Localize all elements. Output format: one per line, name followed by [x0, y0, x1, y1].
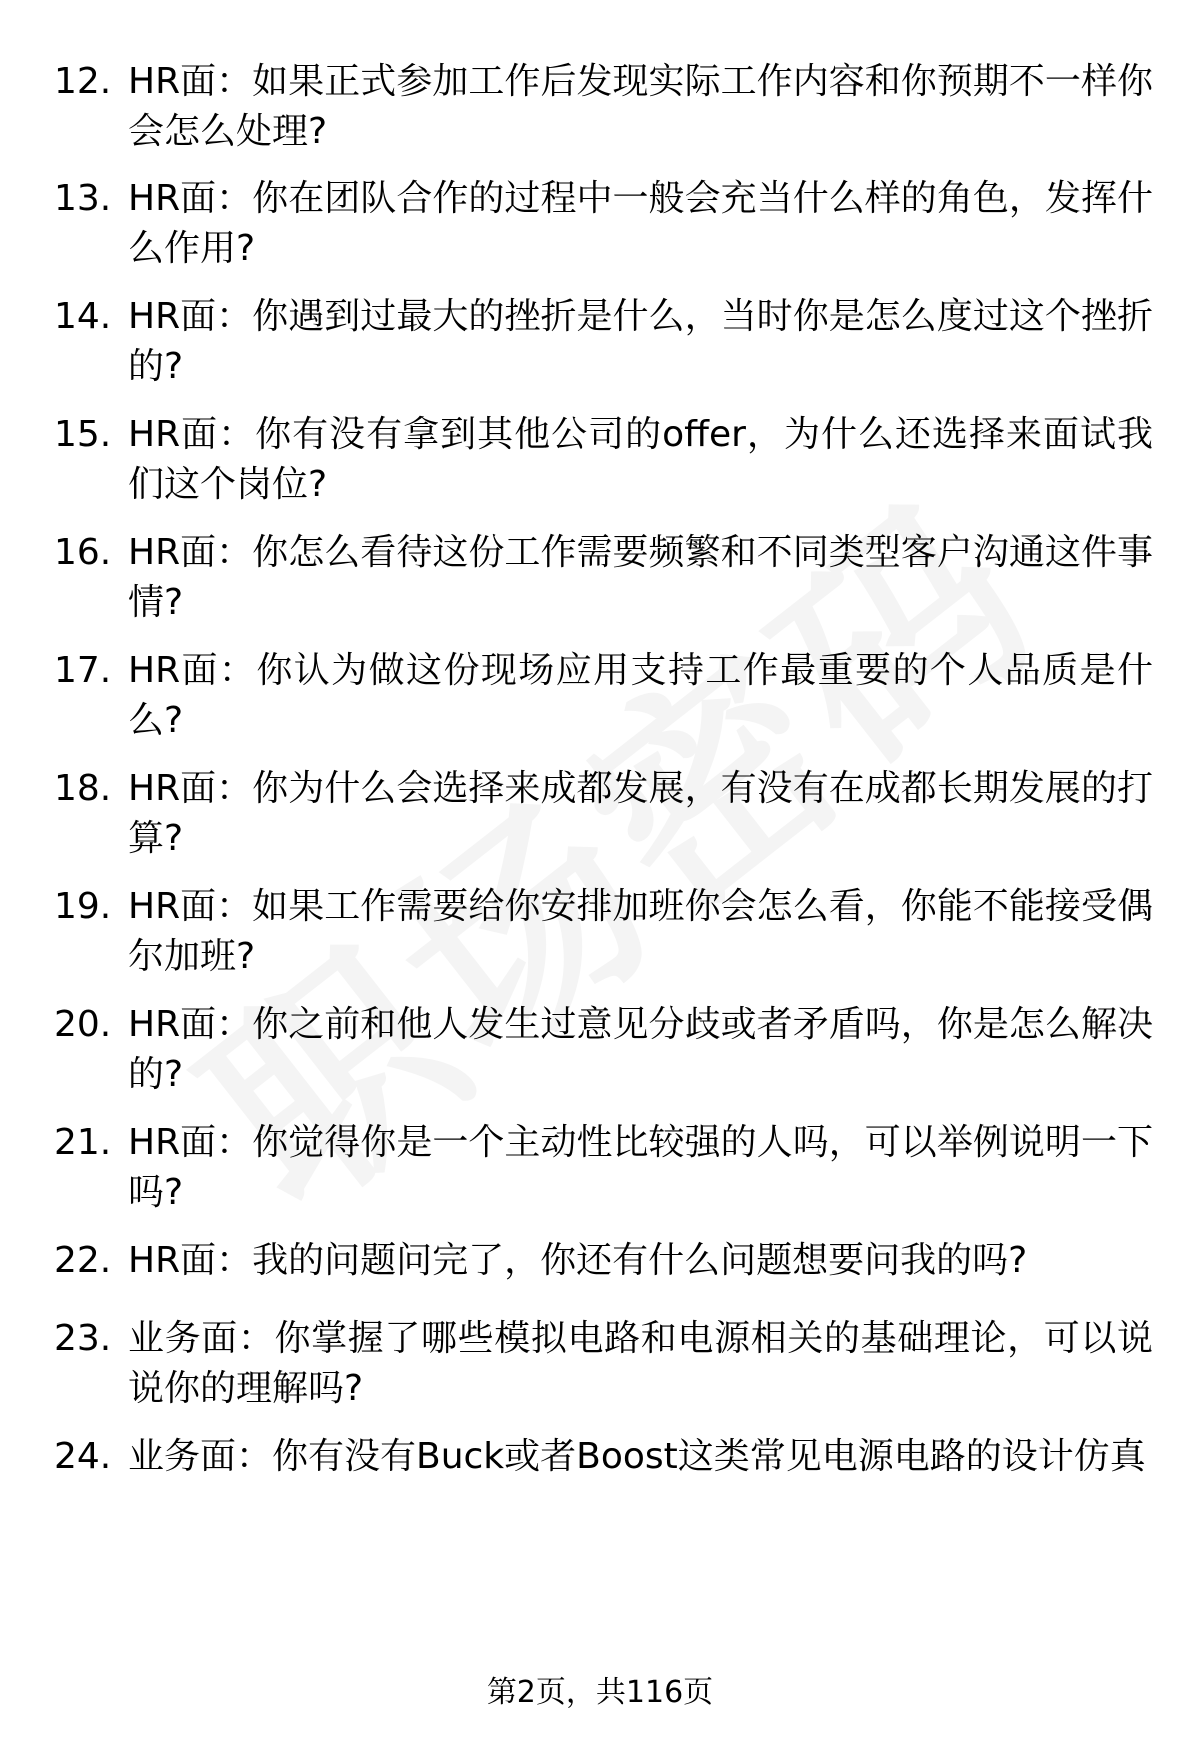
question-number: 24. — [54, 1436, 112, 1477]
question-number: 14. — [54, 296, 112, 337]
question-text: HR面：如果正式参加工作后发现实际工作内容和你预期不一样你会怎么处理? — [128, 61, 1153, 152]
question-number: 20. — [54, 1004, 112, 1045]
question-text: HR面：你有没有拿到其他公司的offer，为什么还选择来面试我们这个岗位? — [128, 414, 1153, 505]
question-text: HR面：我的问题问完了，你还有什么问题想要问我的吗? — [128, 1240, 1028, 1281]
question-text: HR面：你为什么会选择来成都发展，有没有在成都长期发展的打算? — [128, 768, 1153, 859]
question-number: 16. — [54, 532, 112, 573]
question-text: HR面：如果工作需要给你安排加班你会怎么看，你能不能接受偶尔加班? — [128, 886, 1153, 977]
question-number: 23. — [54, 1318, 112, 1359]
question-number: 19. — [54, 886, 112, 927]
question-text: HR面：你怎么看待这份工作需要频繁和不同类型客户沟通这件事情? — [128, 532, 1153, 623]
question-text: HR面：你之前和他人发生过意见分歧或者矛盾吗，你是怎么解决的? — [128, 1004, 1153, 1095]
question-text: HR面：你认为做这份现场应用支持工作最重要的个人品质是什么? — [128, 650, 1153, 741]
question-text: HR面：你遇到过最大的挫折是什么，当时你是怎么度过这个挫折的? — [128, 296, 1153, 387]
question-number: 17. — [54, 650, 112, 691]
question-number: 13. — [54, 178, 112, 219]
question-number: 21. — [54, 1122, 112, 1163]
question-number: 12. — [54, 61, 112, 102]
question-number: 18. — [54, 768, 112, 809]
page-number: 第2页，共116页 — [486, 1675, 714, 1710]
question-text: 业务面：你掌握了哪些模拟电路和电源相关的基础理论，可以说说你的理解吗? — [128, 1318, 1153, 1409]
question-text: 业务面：你有没有Buck或者Boost这类常见电源电路的设计仿真 — [128, 1436, 1146, 1477]
question-number: 22. — [54, 1240, 112, 1281]
question-text: HR面：你觉得你是一个主动性比较强的人吗，可以举例说明一下吗? — [128, 1122, 1153, 1213]
question-number: 15. — [54, 414, 112, 455]
question-text: HR面：你在团队合作的过程中一般会充当什么样的角色，发挥什么作用? — [128, 178, 1153, 269]
